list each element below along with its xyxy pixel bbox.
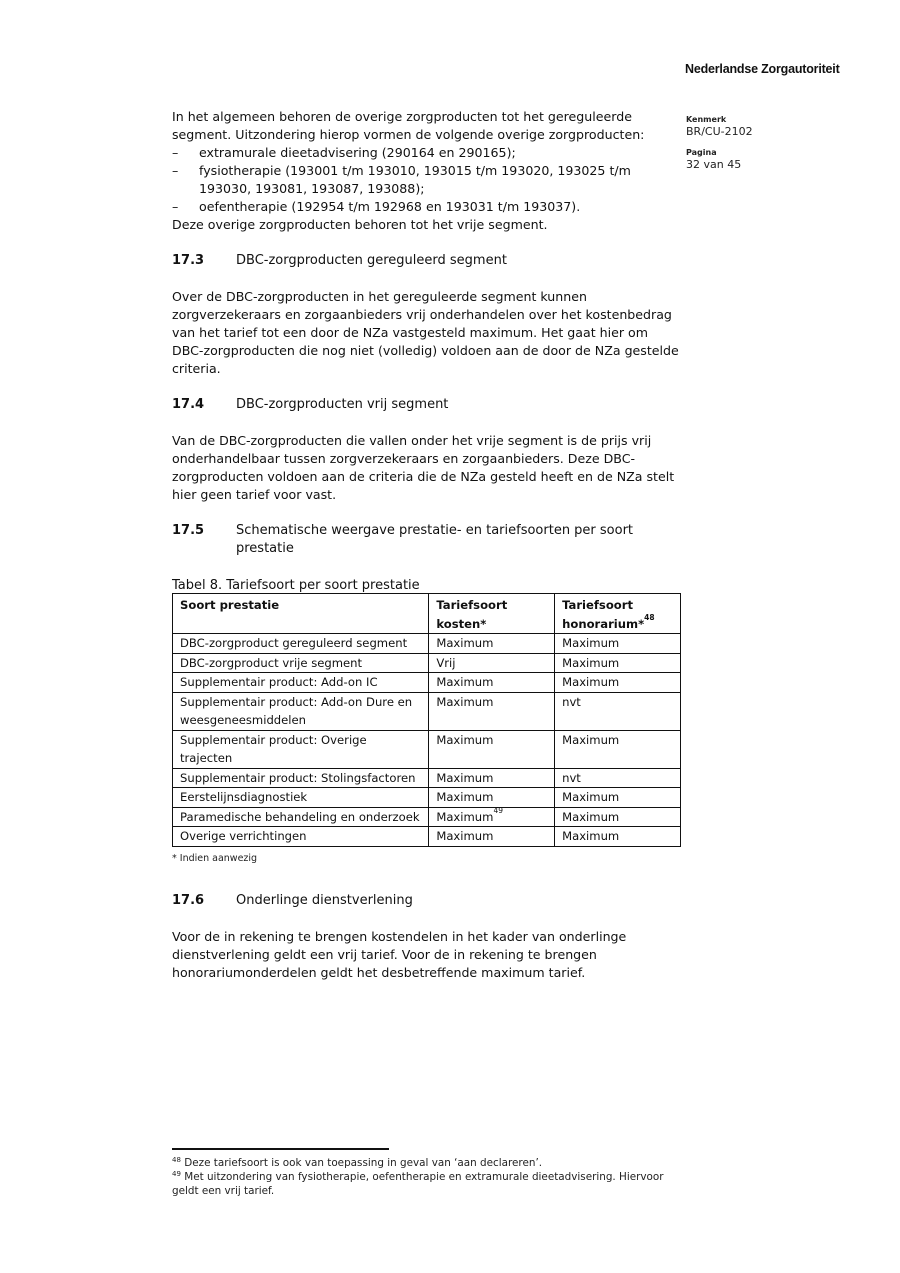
cell-tariefsoort-kosten bbox=[429, 653, 555, 673]
cell-tariefsoort-honorarium: Maximum bbox=[555, 827, 681, 847]
table-row bbox=[173, 653, 681, 673]
cell-text: Maximum bbox=[436, 829, 494, 843]
footnote-number: 49 bbox=[172, 1170, 181, 1178]
dash-bullet: – bbox=[172, 199, 179, 214]
header-tariefsoort-honorarium bbox=[555, 594, 681, 634]
cell-tariefsoort-kosten bbox=[429, 730, 555, 768]
section-number: 17.3 bbox=[172, 253, 205, 268]
footnote bbox=[172, 1170, 692, 1198]
footnotes bbox=[172, 1156, 692, 1198]
cell-soort-prestatie: Overige verrichtingen bbox=[173, 827, 429, 847]
section-title: Schematische weergave prestatie- en tariefsoorten per soort prestatie bbox=[236, 523, 634, 556]
cell-tariefsoort-kosten bbox=[429, 634, 555, 654]
cell-tariefsoort-kosten bbox=[429, 827, 555, 847]
header-soort-prestatie: Soort prestatie bbox=[173, 594, 429, 634]
cell-text: Maximum bbox=[436, 675, 494, 689]
table-row bbox=[173, 673, 681, 693]
section-17-6-body: Voor de in rekening te brengen kostendelen in het kader van onderlinge dienstverlening geldt een vrij tarief. Voor de in rekening te brengen honorariumonderdelen geldt het desbetreffende maximum tarief. bbox=[172, 928, 627, 980]
footnote-number: 48 bbox=[172, 1156, 181, 1164]
cell-tariefsoort-honorarium: Maximum bbox=[555, 634, 681, 654]
cell-tariefsoort-honorarium: Maximum bbox=[555, 673, 681, 693]
table-header-row bbox=[173, 594, 681, 634]
section-title: DBC-zorgproducten gereguleerd segment bbox=[236, 253, 507, 268]
footnote-text: Met uitzondering van fysiotherapie, oefentherapie en extramurale dieetadvisering. Hiervoor geldt een vrij tarief. bbox=[172, 1171, 664, 1197]
section-number: 17.4 bbox=[172, 397, 205, 412]
cell-soort-prestatie: DBC-zorgproduct gereguleerd segment bbox=[173, 634, 429, 654]
dash-bullet: – bbox=[172, 145, 179, 160]
pagina-label: Pagina bbox=[686, 148, 717, 157]
cell-tariefsoort-honorarium: Maximum bbox=[555, 730, 681, 768]
cell-text: Vrij bbox=[436, 655, 456, 670]
cell-soort-prestatie: Supplementair product: Add-on Dure en weesgeneesmiddelen bbox=[173, 692, 429, 730]
cell-tariefsoort-kosten bbox=[429, 673, 555, 693]
section-title: Onderlinge dienstverlening bbox=[236, 892, 413, 908]
list-item-text: fysiotherapie (193001 t/m 193010, 193015 t/m 193020, 193025 t/m 193030, 193081, 193087, 193088); bbox=[199, 163, 631, 196]
section-17-3-body: Over de DBC-zorgproducten in het gereguleerde segment kunnen zorgverzekeraars en zorgaanbieders vrij onderhandelen over het kostenbedrag van het tarief tot een door de NZa vastgesteld maximum. Het gaat hier om DBC-zorgproducten die nog niet (volledig) voldoen aan de door de NZa gestelde criteria. bbox=[172, 289, 679, 376]
list-item bbox=[172, 162, 682, 198]
table-caption: Tabel 8. Tariefsoort per soort prestatie bbox=[172, 578, 420, 593]
pagina-value: 32 van 45 bbox=[686, 158, 742, 171]
cell-tariefsoort-kosten bbox=[429, 788, 555, 808]
table-row bbox=[173, 634, 681, 654]
section-heading-17-3 bbox=[172, 252, 682, 270]
cell-soort-prestatie: Supplementair product: Add-on IC bbox=[173, 673, 429, 693]
cell-tariefsoort-honorarium: nvt bbox=[555, 768, 681, 788]
header-tariefsoort-kosten: Tariefsoort kosten* bbox=[429, 594, 555, 634]
section-heading-17-6 bbox=[172, 892, 682, 910]
table-row bbox=[173, 692, 681, 730]
cell-text: Maximum bbox=[436, 732, 494, 747]
cell-tariefsoort-kosten bbox=[429, 768, 555, 788]
cell-text: Maximum bbox=[436, 694, 494, 709]
main-content bbox=[172, 108, 682, 982]
kenmerk-value: BR/CU-2102 bbox=[686, 125, 753, 138]
list-item-text: extramurale dieetadvisering (290164 en 290165); bbox=[199, 145, 516, 160]
document-meta bbox=[686, 115, 886, 181]
tariff-table bbox=[172, 593, 681, 847]
footnote-ref[interactable]: 49 bbox=[493, 805, 504, 815]
header-text: Tariefsoort honorarium* bbox=[562, 598, 645, 631]
footnote-separator bbox=[172, 1148, 389, 1150]
footnote-text: Deze tariefsoort is ook van toepassing in geval van ‘aan declareren’. bbox=[184, 1157, 543, 1169]
section-number: 17.6 bbox=[172, 892, 205, 908]
cell-text: Maximum bbox=[436, 770, 494, 785]
cell-soort-prestatie: Supplementair product: Stolingsfactoren bbox=[173, 768, 429, 788]
section-heading-17-4 bbox=[172, 396, 682, 414]
cell-soort-prestatie: Paramedische behandeling en onderzoek bbox=[173, 807, 429, 827]
list-item bbox=[172, 198, 682, 216]
table-note: * Indien aanwezig bbox=[172, 852, 258, 864]
cell-tariefsoort-honorarium: Maximum bbox=[555, 653, 681, 673]
table-body bbox=[173, 634, 681, 847]
cell-text: Maximum bbox=[436, 636, 494, 650]
cell-tariefsoort-kosten bbox=[429, 692, 555, 730]
table-row bbox=[173, 788, 681, 808]
intro-closing: Deze overige zorgproducten behoren tot het vrije segment. bbox=[172, 217, 548, 232]
cell-tariefsoort-honorarium: nvt bbox=[555, 692, 681, 730]
cell-tariefsoort-honorarium: Maximum bbox=[555, 788, 681, 808]
table-row bbox=[173, 730, 681, 768]
footnote-ref[interactable]: 48 bbox=[644, 612, 655, 622]
cell-tariefsoort-honorarium: Maximum bbox=[555, 807, 681, 827]
table-row bbox=[173, 768, 681, 788]
cell-text: Maximum bbox=[436, 790, 494, 804]
table-row bbox=[173, 827, 681, 847]
dash-bullet: – bbox=[172, 163, 179, 178]
section-number: 17.5 bbox=[172, 523, 205, 538]
list-item-text: oefentherapie (192954 t/m 192968 en 193031 t/m 193037). bbox=[199, 199, 581, 214]
section-17-4-body: Van de DBC-zorgproducten die vallen onder het vrije segment is de prijs vrij onderhandelbaar tussen zorgverzekeraars en zorgaanbieders. Deze DBC-zorgproducten voldoen aan de criteria die de NZa gesteld heeft en de NZa stelt hier geen tarief voor vast. bbox=[172, 433, 675, 502]
kenmerk-label: Kenmerk bbox=[686, 115, 727, 124]
cell-text: Maximum bbox=[436, 809, 494, 824]
cell-soort-prestatie: Eerstelijnsdiagnostiek bbox=[173, 788, 429, 808]
section-title: DBC-zorgproducten vrij segment bbox=[236, 397, 449, 412]
cell-soort-prestatie: Supplementair product: Overige trajecten bbox=[173, 730, 429, 768]
cell-tariefsoort-kosten bbox=[429, 807, 555, 827]
footnote bbox=[172, 1156, 692, 1170]
intro-paragraph: In het algemeen behoren de overige zorgproducten tot het gereguleerde segment. Uitzondering hierop vormen de volgende overige zorgproducten: bbox=[172, 109, 645, 142]
exception-list bbox=[172, 144, 682, 216]
section-heading-17-5 bbox=[172, 522, 682, 558]
table-row bbox=[173, 807, 681, 827]
organization-name: Nederlandse Zorgautoriteit bbox=[685, 62, 840, 76]
cell-soort-prestatie: DBC-zorgproduct vrije segment bbox=[173, 653, 429, 673]
list-item bbox=[172, 144, 682, 162]
